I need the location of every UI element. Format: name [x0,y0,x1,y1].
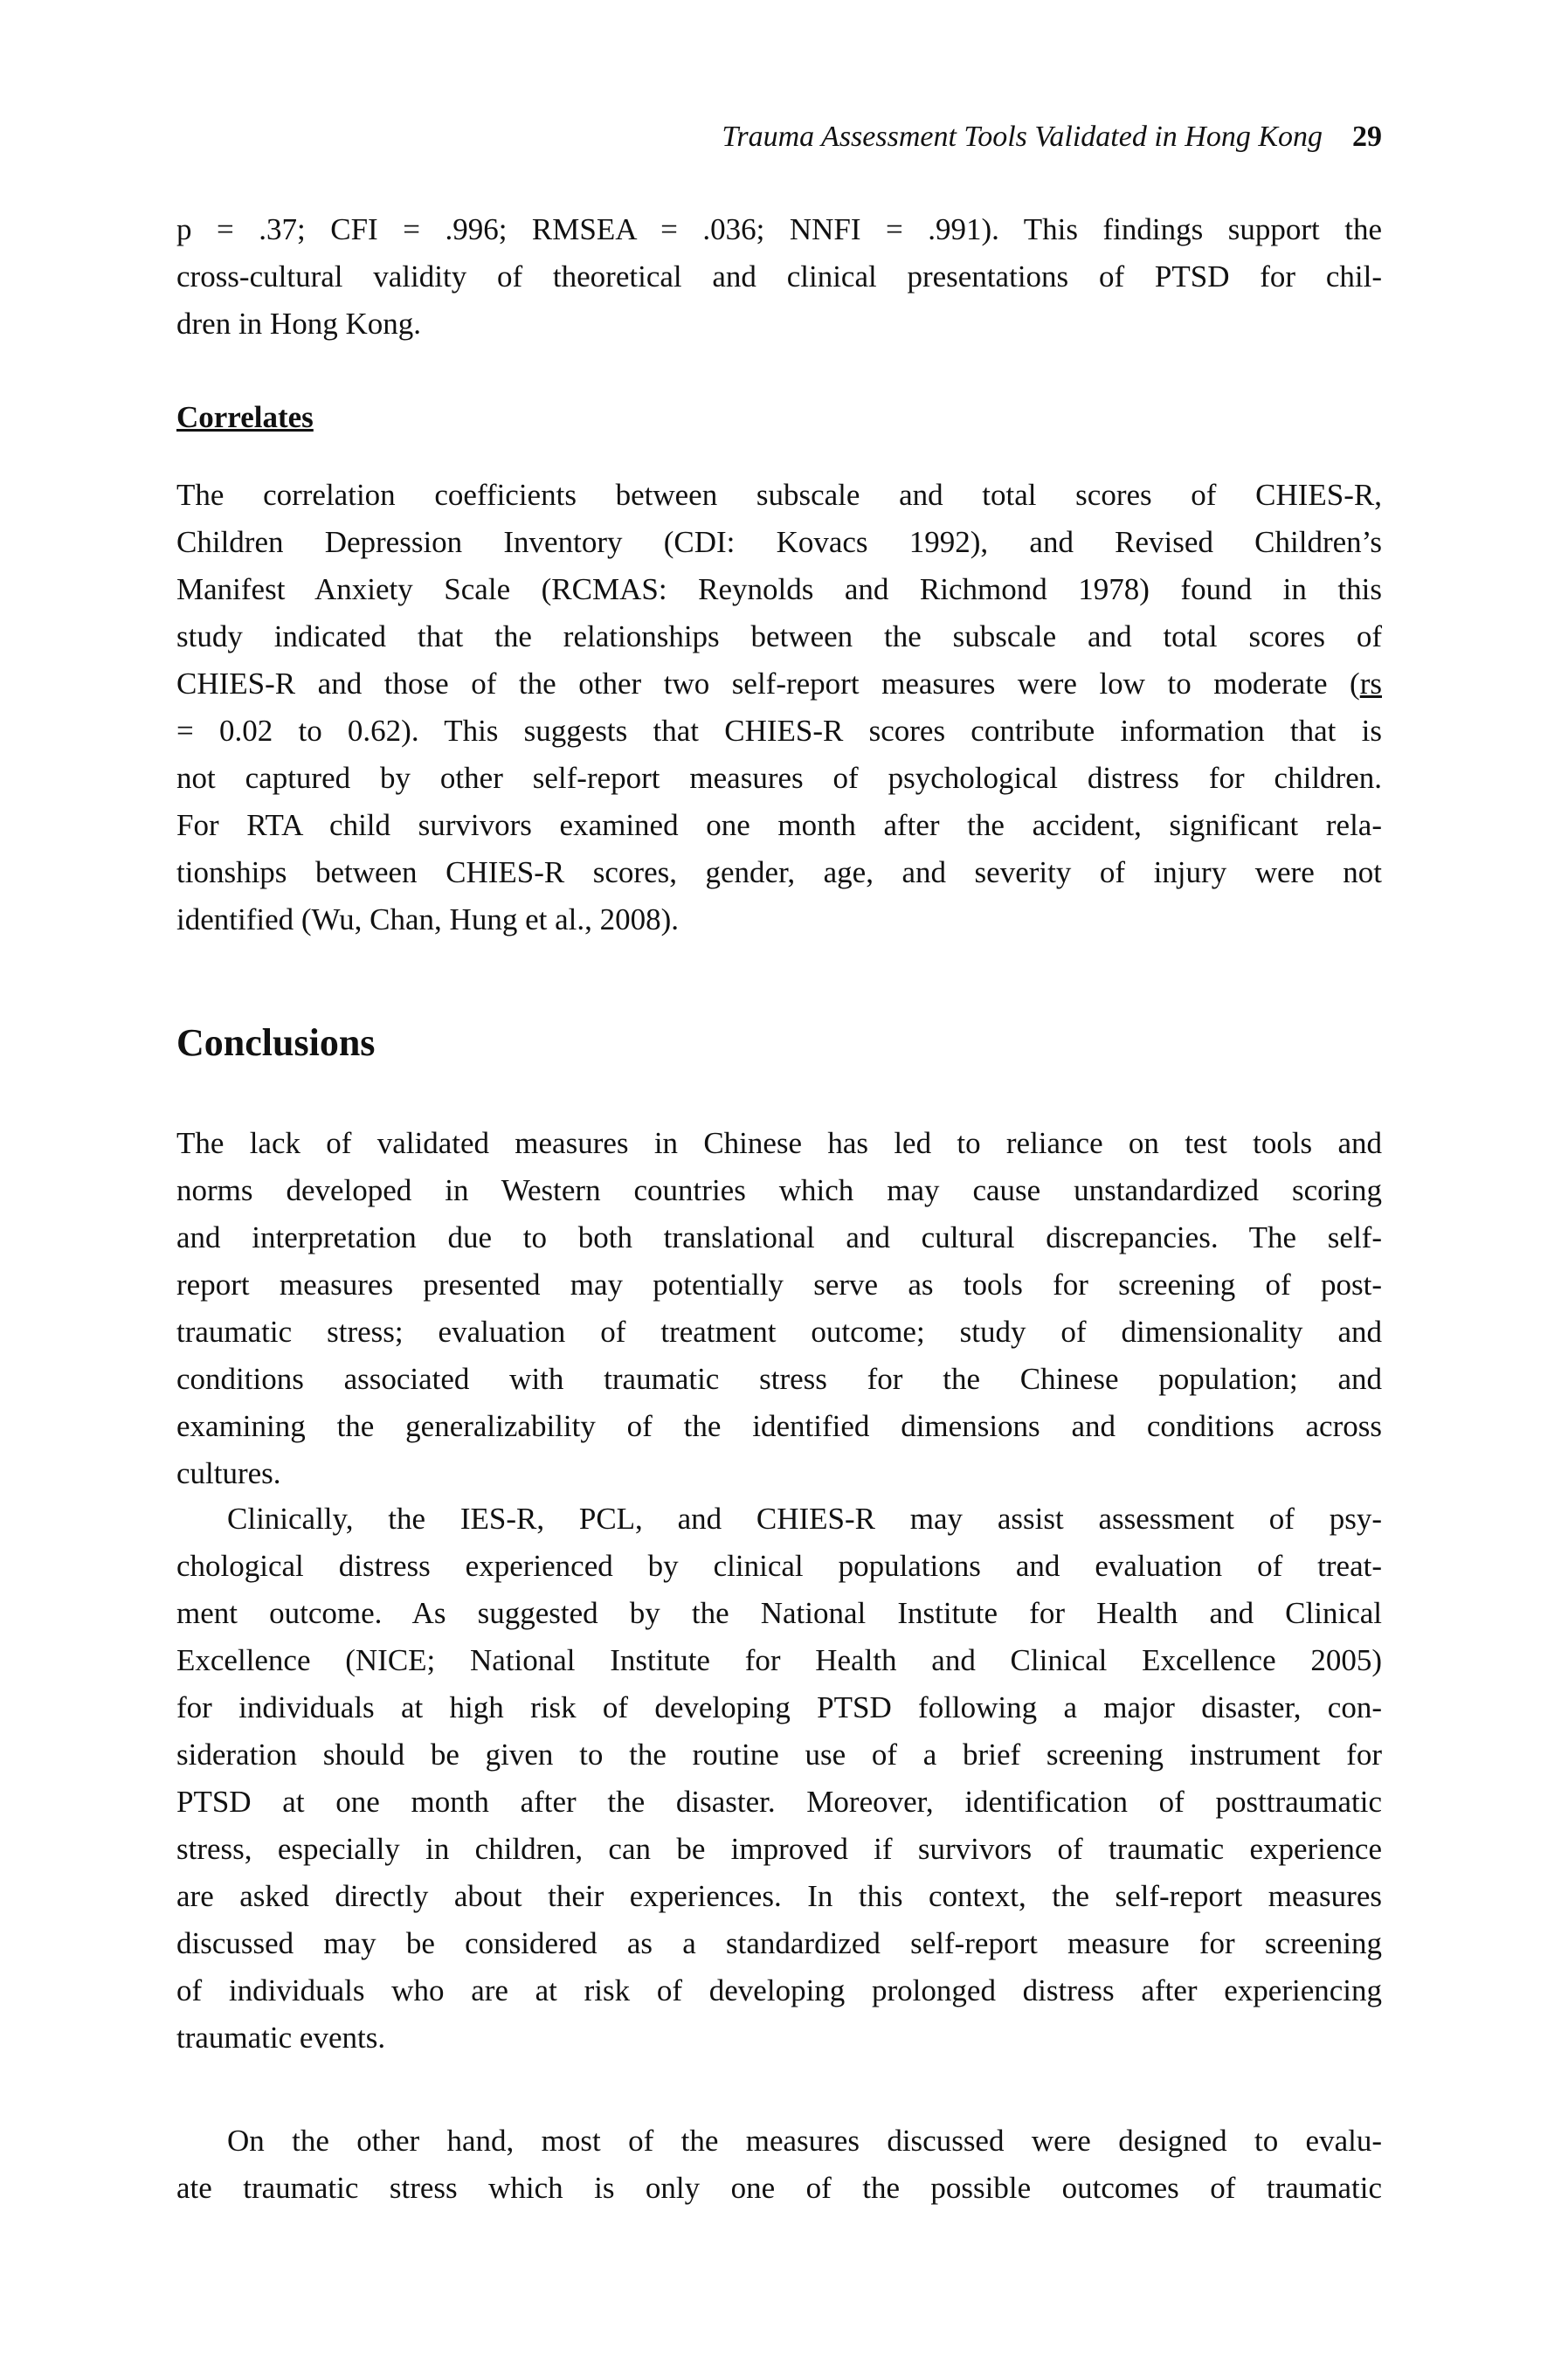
underlined-symbol: rs [1359,667,1382,701]
text-line: cultures. [176,1456,281,1490]
text-line: PTSD at one month after the disaster. Moreover, identification of posttraumatic [176,1785,1382,1819]
text-line: report measures presented may potentially serve as tools for screening of post- [176,1268,1382,1302]
text-line: sideration should be given to the routine use of a brief screening instrument for [176,1738,1382,1772]
text-line: traumatic events. [176,2021,386,2055]
text-line: The lack of validated measures in Chinese has led to reliance on test tools and [176,1126,1382,1160]
text-line: Children Depression Inventory (CDI: Kovacs 1992), and Revised Children’s [176,525,1382,559]
text-line: traumatic stress; evaluation of treatment outcome; study of dimensionality and [176,1315,1382,1349]
text-line: Manifest Anxiety Scale (RCMAS: Reynolds and Richmond 1978) found in this [176,572,1382,606]
running-title: Trauma Assessment Tools Validated in Hong Kong [722,121,1323,153]
text-line: and interpretation due to both translational and cultural discrepancies. The self- [176,1220,1382,1254]
section-heading-correlates: Correlates [176,400,314,434]
text-segment: CHIES-R and those of the other two self-report measures were low to moderate ( [176,667,1360,701]
page-number: 29 [1352,121,1382,153]
text-line: identified (Wu, Chan, Hung et al., 2008). [176,902,679,936]
text-line: = 0.02 to 0.62). This suggests that CHIES-R scores contribute information that is [176,714,1382,748]
paragraph-conclusions-2 [176,1496,1382,2062]
text-line: norms developed in Western countries which may cause unstandardized scoring [176,1173,1382,1207]
text-line: Excellence (NICE; National Institute for Health and Clinical Excellence 2005) [176,1643,1382,1677]
paragraph-conclusions-1 [176,1120,1382,1497]
paragraph-correlates [176,472,1382,943]
paragraph-conclusions-3 [176,2118,1382,2212]
text-line: examining the generalizability of the identified dimensions and conditions across [176,1409,1382,1443]
text-line: ment outcome. As suggested by the National Institute for Health and Clinical [176,1596,1382,1630]
paragraph-continuation [176,206,1382,348]
text-line: for individuals at high risk of developing PTSD following a major disaster, con- [176,1690,1382,1724]
text-line: conditions associated with traumatic stress for the Chinese population; and [176,1362,1382,1396]
text-line: cross-cultural validity of theoretical and clinical presentations of PTSD for chil- [176,259,1382,294]
text-line: not captured by other self-report measures of psychological distress for children. [176,761,1382,795]
section-heading-conclusions: Conclusions [176,1021,376,1064]
text-line: ate traumatic stress which is only one of the possible outcomes of traumatic [176,2171,1382,2205]
text-line: On the other hand, most of the measures discussed were designed to evalu- [227,2124,1382,2158]
text-line: p = .37; CFI = .996; RMSEA = .036; NNFI = .991). This findings support the [176,212,1382,246]
text-line: For RTA child survivors examined one month after the accident, significant rela- [176,808,1382,842]
text-line: dren in Hong Kong. [176,307,421,341]
text-line: chological distress experienced by clinical populations and evaluation of treat- [176,1549,1382,1583]
text-line: Clinically, the IES-R, PCL, and CHIES-R may assist assessment of psy- [227,1502,1382,1536]
text-line: study indicated that the relationships between the subscale and total scores of [176,619,1382,653]
text-line: of individuals who are at risk of developing prolonged distress after experiencing [176,1973,1382,2007]
text-line: are asked directly about their experiences. In this context, the self-report measures [176,1879,1382,1913]
running-header [722,121,1382,154]
text-line: stress, especially in children, can be improved if survivors of traumatic experience [176,1832,1382,1866]
text-line: discussed may be considered as a standardized self-report measure for screening [176,1926,1382,1960]
text-line: The correlation coefficients between subscale and total scores of CHIES-R, [176,478,1382,512]
text-line: tionships between CHIES-R scores, gender, age, and severity of injury were not [176,855,1382,889]
text-line [176,660,1382,708]
